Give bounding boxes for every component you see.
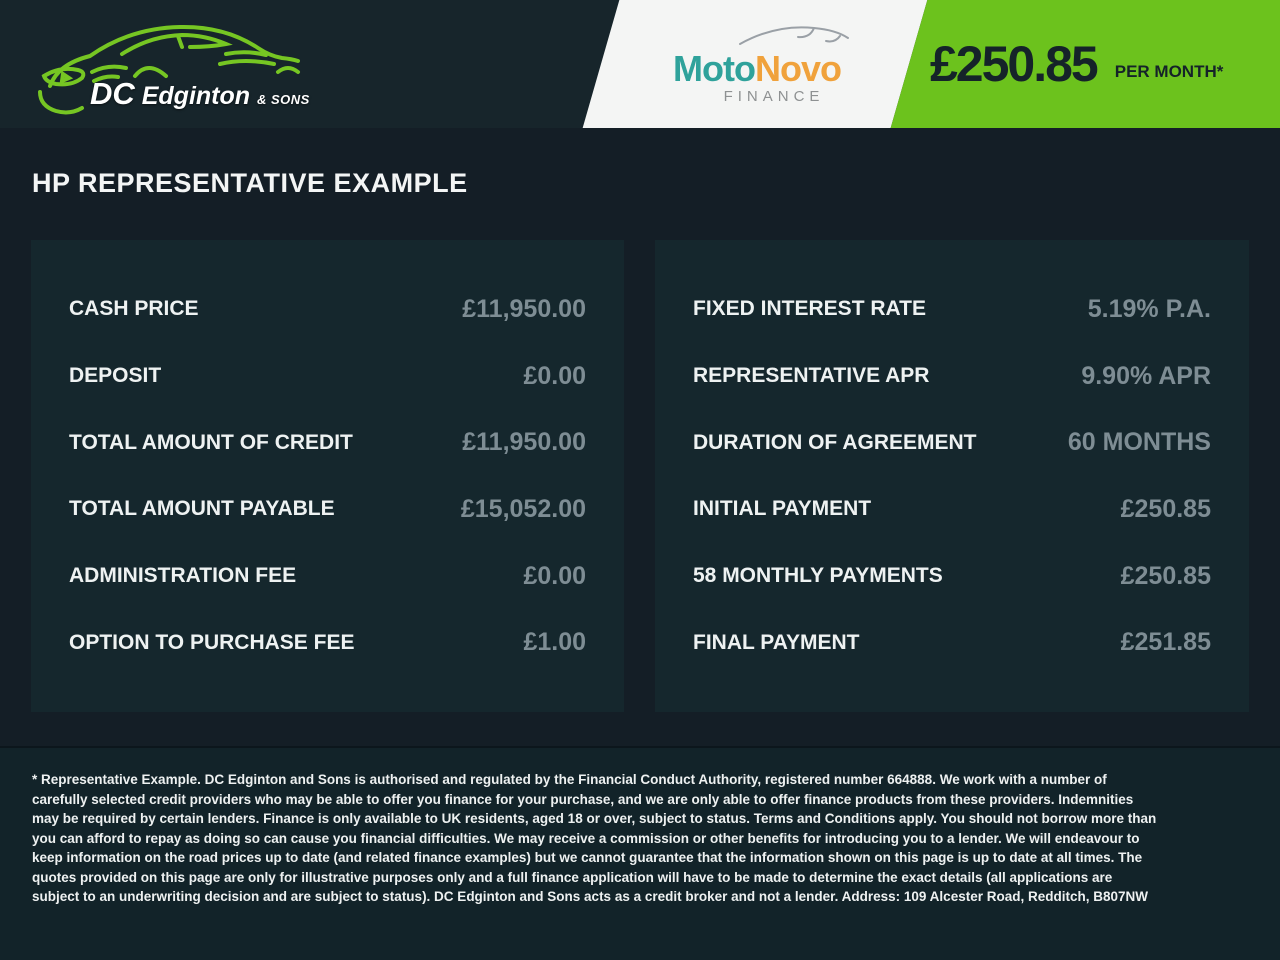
row-label: INITIAL PAYMENT bbox=[693, 497, 872, 521]
row-label: FINAL PAYMENT bbox=[693, 630, 860, 654]
dealer-name-main: Edginton bbox=[141, 82, 251, 110]
row-value: £0.00 bbox=[523, 361, 586, 390]
dealer-name bbox=[90, 76, 310, 112]
table-row bbox=[693, 609, 1211, 676]
row-value: 9.90% APR bbox=[1081, 361, 1211, 390]
table-row bbox=[693, 409, 1211, 476]
finance-terms-panel bbox=[655, 240, 1249, 712]
row-label: OPTION TO PURCHASE FEE bbox=[69, 630, 355, 654]
table-row bbox=[693, 276, 1211, 343]
row-value: 60 MONTHS bbox=[1067, 428, 1211, 457]
motonovo-wordmark bbox=[652, 48, 862, 90]
table-row bbox=[693, 476, 1211, 543]
footer-disclaimer-section bbox=[0, 746, 1280, 960]
row-label: ADMINISTRATION FEE bbox=[69, 564, 297, 588]
motonovo-finance-logo bbox=[652, 20, 862, 110]
table-row bbox=[69, 276, 586, 343]
table-row bbox=[69, 543, 586, 610]
table-row bbox=[693, 543, 1211, 610]
row-label: REPRESENTATIVE APR bbox=[693, 364, 930, 387]
row-value: £11,950.00 bbox=[462, 428, 586, 457]
motonovo-novo-text: Novo bbox=[754, 48, 841, 89]
row-value: £250.85 bbox=[1120, 561, 1211, 590]
row-label: DEPOSIT bbox=[69, 364, 162, 387]
row-label: TOTAL AMOUNT PAYABLE bbox=[69, 497, 335, 521]
row-label: DURATION OF AGREEMENT bbox=[693, 430, 977, 454]
dealer-name-dc: DC bbox=[90, 76, 135, 111]
table-row bbox=[69, 343, 586, 410]
row-value: £15,052.00 bbox=[460, 494, 586, 523]
row-value: £11,950.00 bbox=[462, 294, 586, 323]
table-row bbox=[693, 343, 1211, 410]
table-row bbox=[69, 609, 586, 676]
row-value: £250.85 bbox=[1120, 494, 1211, 523]
motonovo-car-swoosh-icon bbox=[736, 20, 856, 50]
row-label: CASH PRICE bbox=[69, 297, 199, 321]
dealer-name-suffix: & SONS bbox=[257, 92, 310, 107]
motonovo-finance-text: FINANCE bbox=[723, 88, 825, 105]
monthly-price-block bbox=[930, 0, 1260, 128]
table-row bbox=[69, 476, 586, 543]
row-value: £1.00 bbox=[523, 628, 586, 657]
disclaimer-text: * Representative Example. DC Edginton and Sons is authorised and regulated by the Financial Conduct Authority, registered number 664888. We work with a number of carefully selected credit providers who may be able to offer you finance for your purchase, and we are only able to offer finance products from these providers. Indemnities may be required by certain lenders. Finance is only available to UK residents, aged 18 or over, subject to status. Terms and Conditions apply. You should not borrow more than you can afford to repay as doing so can cause you financial difficulties. We may receive a commission or other benefits for introducing you to a lender. We will endeavour to keep information on the road prices up to date (and related finance examples) but we cannot guarantee that the information shown on this page is up to date at all times. The quotes provided on this page are only for illustrative purposes only and a full finance application will have to be made to determine the exact details (all applications are subject to an underwriting decision and are subject to status). DC Edginton and Sons acts as a credit broker and not a lender. Address: 109 Alcester Road, Redditch, B807NW bbox=[32, 772, 1157, 905]
page-title: HP REPRESENTATIVE EXAMPLE bbox=[32, 168, 468, 198]
table-row bbox=[69, 409, 586, 476]
row-label: TOTAL AMOUNT OF CREDIT bbox=[69, 430, 353, 454]
header-banner bbox=[0, 0, 1280, 128]
row-label: FIXED INTEREST RATE bbox=[693, 297, 926, 321]
motonovo-moto-text: Moto bbox=[673, 48, 755, 89]
monthly-price-amount: £250.85 bbox=[930, 36, 1097, 92]
row-label: 58 MONTHLY PAYMENTS bbox=[693, 564, 943, 588]
monthly-price-per-label: PER MONTH* bbox=[1114, 62, 1224, 81]
row-value: £251.85 bbox=[1120, 628, 1211, 657]
dealer-logo bbox=[30, 14, 330, 124]
row-value: 5.19% P.A. bbox=[1087, 294, 1211, 323]
finance-costs-panel bbox=[31, 240, 624, 712]
row-value: £0.00 bbox=[523, 561, 586, 590]
